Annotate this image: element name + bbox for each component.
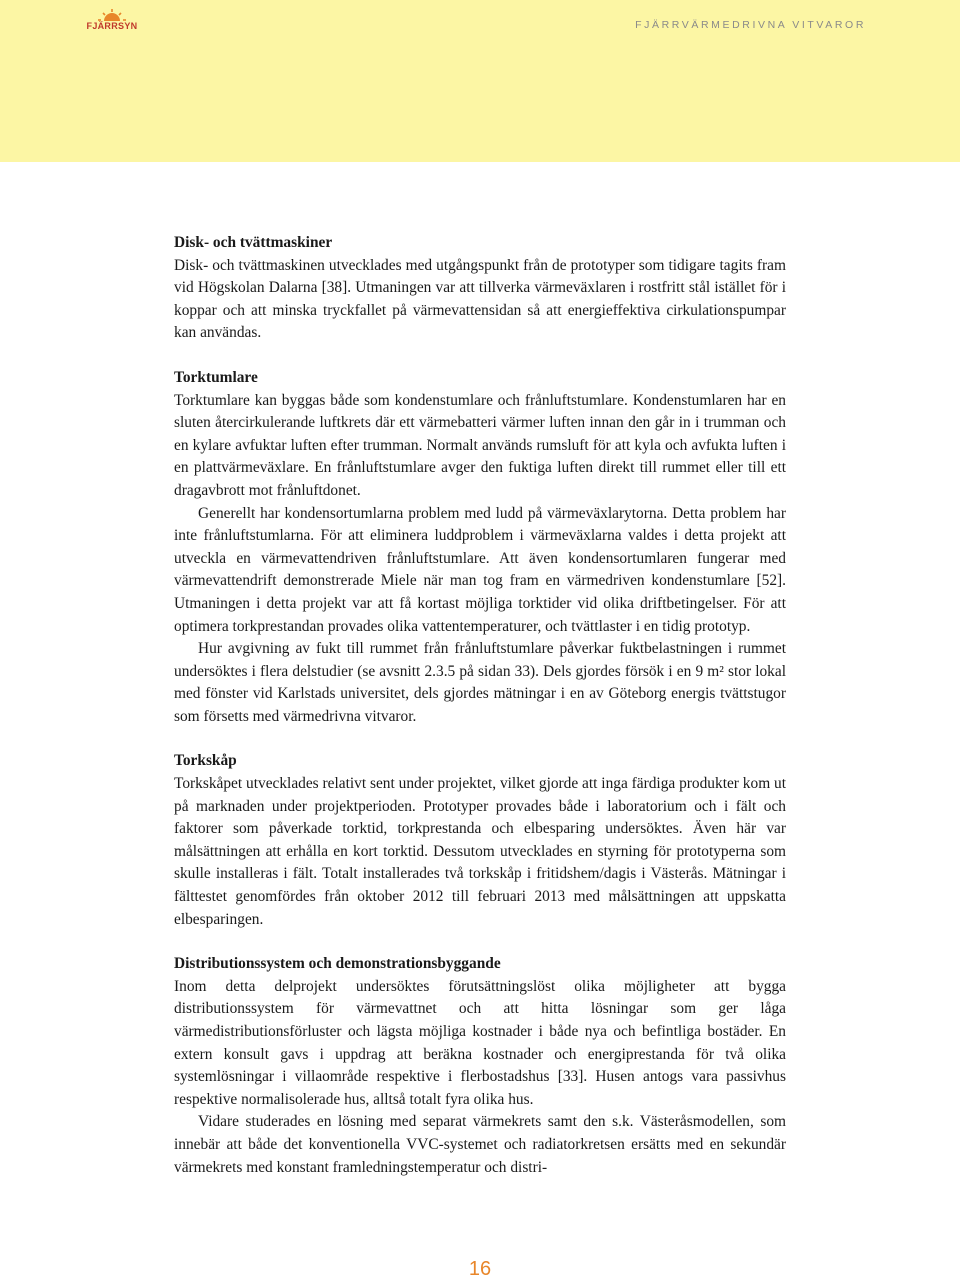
page-number: 16 xyxy=(468,1258,492,1280)
paragraph: Inom detta delprojekt undersöktes förutsättningslöst olika möjligheter att bygga distributionssystem för värmevattnet och att hitta lösningar som ger låga värmedistributionsförluster och lägsta möjliga kostnader i både nya och befintliga bostäder. En extern konsult gavs i uppdrag att beräkna kostnader och energiprestanda för två olika systemlösningar i villaområde respektive i flerbostadshus [33]. Husen antogs vara passivhus respektive normalisolerade hus, alltså totalt fyra olika hus. xyxy=(174,977,786,1108)
section-heading: Torkskåp xyxy=(174,752,237,770)
paragraph: Vidare studerades en lösning med separat värmekrets samt den s.k. Västeråsmodellen, som innebär att både det konventionella VVC-systemet och radiatorkretsen ersätts med en sekundär värmekrets med konstant framledningstemperatur och distri- xyxy=(174,1113,786,1176)
paragraph: Torkskåpet utvecklades relativt sent under projektet, vilket gjorde att inga färdiga produkter kom ut på marknaden under projektperioden. Prototyper provades både i laboratorium och i fält och faktorer som påverkade torktid, torkprestanda och elbesparing undersöktes. Även här var målsättningen att erhålla en kort torktid. Dessutom utvecklades en styrning för prototyperna som skulle installeras i fält. Totalt installerades två torkskåp i fritidshem/dagis i Västerås. Mätningar i fälttestet genomfördes från oktober 2012 till februari 2013 med målsättningen att uppskatta elbesparingen. xyxy=(174,775,786,928)
fjarrsyn-logo xyxy=(84,8,140,34)
header-band xyxy=(0,0,960,162)
sun-icon xyxy=(84,8,140,22)
section-heading: Distributionssystem och demonstrationsbyggande xyxy=(174,955,501,973)
running-head: FJÄRRVÄRMEDRIVNA VITVAROR xyxy=(635,19,866,31)
section-disk-tvatt xyxy=(174,232,786,345)
section-torktumlare xyxy=(174,367,786,729)
paragraph: Torktumlare kan byggas både som kondenstumlare och frånluftstumlare. Kondenstumlaren har en sluten återcirkulerande luftkrets där ett värmebatteri värmer luften innan den går in i trumman och en kylare avfuktar luften efter trumman. Normalt används rumsluft för att kyla och avfukta luften i en plattvärmeväxlare. En frånluftstumlare avger den fuktiga luften direkt till rummet eller till ett dragavbrott mot frånluftdonet. xyxy=(174,391,786,499)
paragraph: Disk- och tvättmaskinen utvecklades med utgångspunkt från de prototyper som tidigare tagits fram vid Högskolan Dalarna [38]. Utmaningen var att tillverka värmeväxlaren i rostfritt stål istället för i koppar och att minska tryckfallet på värmevattensidan så att energieffektiva cirkulationspumpar kan användas. xyxy=(174,256,786,342)
body-text xyxy=(174,232,786,1201)
logo-text: FJÄRRSYN xyxy=(86,21,138,31)
paragraph: Hur avgivning av fukt till rummet från frånluftstumlare påverkar fuktbelastningen i rummet undersöktes i flera delstudier (se avsnitt 2.3.5 på sidan 33). Dels gjordes försök i en 9 m² stor lokal med fönster vid Karlstads universitet, dels gjordes mätningar i en av Göteborg energis tvättstugor som försetts med värmedrivna vitvaror. xyxy=(174,640,786,725)
section-heading: Torktumlare xyxy=(174,368,258,386)
paragraph: Generellt har kondensortumlarna problem med ludd på värmeväxlarytorna. Detta problem har inte frånluftstumlarna. För att eliminera luddproblem i värmeväxlarna valdes i detta projekt att utveckla en värmevattendriven frånluftstumlare. Att även kondensortumlaren fungerar med värmevattendrift demonstrerade Miele när man tog fram en värmedriven kondenstumlare [52]. Utmaningen i detta projekt var att få kortast möjliga torktider vid olika driftbetingelser. För att optimera torkprestandan provades olika vattentemperaturer, och tvättlaster i en tidig prototyp. xyxy=(174,504,786,635)
section-heading: Disk- och tvättmaskiner xyxy=(174,234,333,251)
section-torkskap xyxy=(174,750,786,931)
section-distributionssystem xyxy=(174,953,786,1179)
